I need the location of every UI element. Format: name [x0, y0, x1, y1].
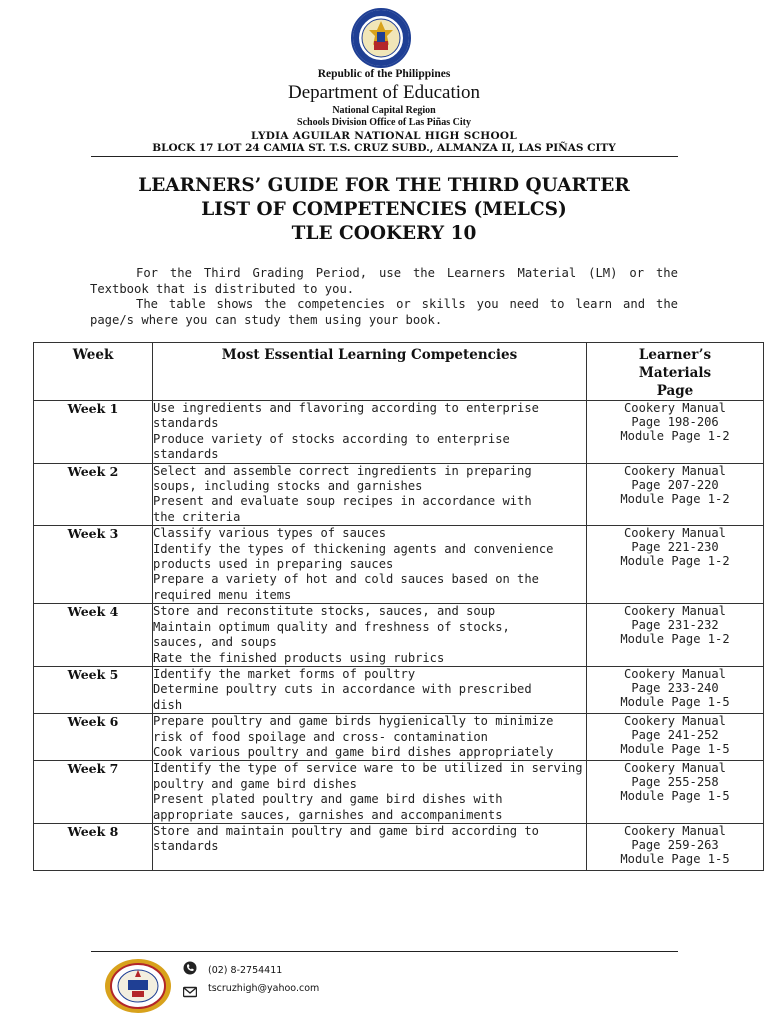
pages-cell	[587, 761, 764, 824]
competencies-cell	[153, 823, 587, 870]
table-row	[34, 401, 764, 464]
competency-line: Maintain optimum quality and freshness of stocks,	[153, 619, 510, 634]
region-text: National Capital Region	[332, 105, 436, 116]
pages-cell	[587, 463, 764, 526]
week-cell: Week 8	[34, 823, 153, 870]
competencies-cell	[153, 666, 587, 713]
deped-seal-icon	[341, 8, 421, 68]
footer-divider	[91, 951, 678, 952]
header-week: Week	[34, 343, 153, 401]
document-title-line-2: LIST OF COMPETENCIES (MELCS)	[201, 199, 567, 220]
competencies-table	[33, 342, 764, 871]
competencies-cell	[153, 604, 587, 667]
competency-line: dish	[153, 697, 183, 712]
competency-line: Identify the types of thickening agents and convenience	[153, 541, 554, 556]
header-pages-line-1: Learner’s	[638, 347, 712, 363]
page-line: Page 207-220	[631, 477, 719, 492]
intro-paragraph-1: For the Third Grading Period, use the Learners Material (LM) or the Textbook that is distributed to you.	[90, 266, 678, 296]
school-address: BLOCK 17 LOT 24 CAMIA ST. T.S. CRUZ SUBD., ALMANZA II, LAS PIÑAS CITY	[152, 142, 616, 154]
table-row	[34, 761, 764, 824]
competency-line: products used in preparing sauces	[153, 557, 394, 572]
week-cell: Week 7	[34, 761, 153, 824]
school-seal-icon	[104, 958, 172, 1014]
competencies-cell	[153, 761, 587, 824]
competency-line: Present and evaluate soup recipes in accordance with	[153, 494, 532, 509]
table-row	[34, 714, 764, 761]
competency-line: Identify the market forms of poultry	[153, 666, 416, 681]
competency-line: risk of food spoilage and cross- contamination	[153, 729, 488, 744]
table-header-row	[34, 343, 764, 401]
competency-line: Determine poultry cuts in accordance with prescribed	[153, 682, 532, 697]
week-cell: Week 6	[34, 714, 153, 761]
page-line: Page 255-258	[631, 775, 719, 790]
school-name: LYDIA AGUILAR NATIONAL HIGH SCHOOL	[250, 130, 518, 142]
week-cell: Week 5	[34, 666, 153, 713]
table-row	[34, 823, 764, 870]
phone-icon	[183, 961, 197, 975]
page-line: Cookery Manual	[624, 666, 726, 681]
competency-line: Rate the finished products using rubrics	[153, 650, 445, 665]
competency-line: standards	[153, 839, 219, 854]
competency-line: Produce variety of stocks according to enterprise	[153, 431, 510, 446]
page-line: Module Page 1-5	[620, 789, 730, 804]
table-row	[34, 666, 764, 713]
competencies-cell	[153, 714, 587, 761]
table-row	[34, 463, 764, 526]
page-line: Module Page 1-5	[620, 742, 730, 757]
week-cell: Week 4	[34, 604, 153, 667]
table-row	[34, 604, 764, 667]
competency-line: Select and assemble correct ingredients in preparing	[153, 463, 532, 478]
competencies-cell	[153, 526, 587, 604]
division-text: Schools Division Office of Las Piñas City	[297, 117, 471, 128]
week-cell: Week 1	[34, 401, 153, 464]
page-line: Page 198-206	[631, 415, 719, 429]
competencies-cell	[153, 401, 587, 464]
page-line: Page 259-263	[631, 837, 719, 852]
page-line: Cookery Manual	[624, 604, 726, 619]
republic-text: Republic of the Philippines	[317, 68, 451, 80]
competency-line: standards	[153, 416, 219, 431]
page-line: Cookery Manual	[624, 463, 726, 478]
pages-cell	[587, 823, 764, 870]
competency-line: Present plated poultry and game bird dishes with	[153, 792, 503, 807]
page-line: Page 241-252	[631, 728, 719, 743]
page-line: Cookery Manual	[624, 401, 726, 415]
competency-line: Prepare poultry and game birds hygienically to minimize	[153, 714, 554, 729]
pages-cell	[587, 526, 764, 604]
intro-paragraph-2: The table shows the competencies or skills you need to learn and the page/s where you can study them using your book.	[90, 297, 678, 327]
page-line: Module Page 1-5	[620, 694, 730, 709]
page-line: Module Page 1-2	[620, 491, 730, 506]
document-title-line-1: LEARNERS’ GUIDE FOR THE THIRD QUARTER	[138, 175, 630, 196]
department-name: Department of Education	[287, 82, 481, 103]
competency-line: Prepare a variety of hot and cold sauces based on the	[153, 572, 539, 587]
header-learners-materials-page	[587, 343, 764, 401]
competency-line: required menu items	[153, 587, 292, 602]
header-divider	[91, 156, 678, 157]
competency-line: sauces, and soups	[153, 635, 277, 650]
pages-cell	[587, 604, 764, 667]
page-line: Cookery Manual	[624, 823, 726, 838]
competency-line: standards	[153, 447, 219, 462]
footer-phone: (02) 8-2754411	[208, 965, 283, 976]
page-line: Module Page 1-2	[620, 554, 730, 569]
table-row	[34, 526, 764, 604]
competency-line: Classify various types of sauces	[153, 526, 386, 541]
page-line: Page 231-232	[631, 618, 719, 633]
page-line: Cookery Manual	[624, 526, 726, 541]
page-line: Module Page 1-2	[620, 632, 730, 647]
page-line: Cookery Manual	[624, 714, 726, 729]
pages-cell	[587, 666, 764, 713]
competency-line: Store and maintain poultry and game bird according to	[153, 823, 539, 838]
footer-email[interactable]: tscruzhigh@yahoo.com	[208, 983, 320, 994]
competency-line: Store and reconstitute stocks, sauces, and soup	[153, 604, 496, 619]
header-pages-line-2: Materials	[638, 365, 712, 381]
mail-icon	[183, 985, 197, 999]
competency-line: soups, including stocks and garnishes	[153, 479, 423, 494]
pages-cell	[587, 401, 764, 464]
week-cell: Week 3	[34, 526, 153, 604]
page-line: Module Page 1-5	[620, 851, 730, 866]
competency-line: Use ingredients and flavoring according to enterprise	[153, 401, 539, 415]
competencies-cell	[153, 463, 587, 526]
document-title-line-3: TLE COOKERY 10	[291, 223, 477, 244]
header-pages-line-3: Page	[656, 383, 694, 399]
competency-line: Cook various poultry and game bird dishes appropriately	[153, 744, 554, 759]
week-cell: Week 2	[34, 463, 153, 526]
competency-line: appropriate sauces, garnishes and accompaniments	[153, 807, 503, 822]
pages-cell	[587, 714, 764, 761]
competency-line: the criteria	[153, 509, 241, 524]
header-competencies: Most Essential Learning Competencies	[153, 343, 587, 401]
page-line: Page 233-240	[631, 680, 719, 695]
competency-line: Identify the type of service ware to be utilized in serving	[153, 761, 583, 776]
page-line: Module Page 1-2	[620, 429, 730, 443]
page-line: Cookery Manual	[624, 761, 726, 776]
page-line: Page 221-230	[631, 540, 719, 555]
competency-line: poultry and game bird dishes	[153, 776, 357, 791]
